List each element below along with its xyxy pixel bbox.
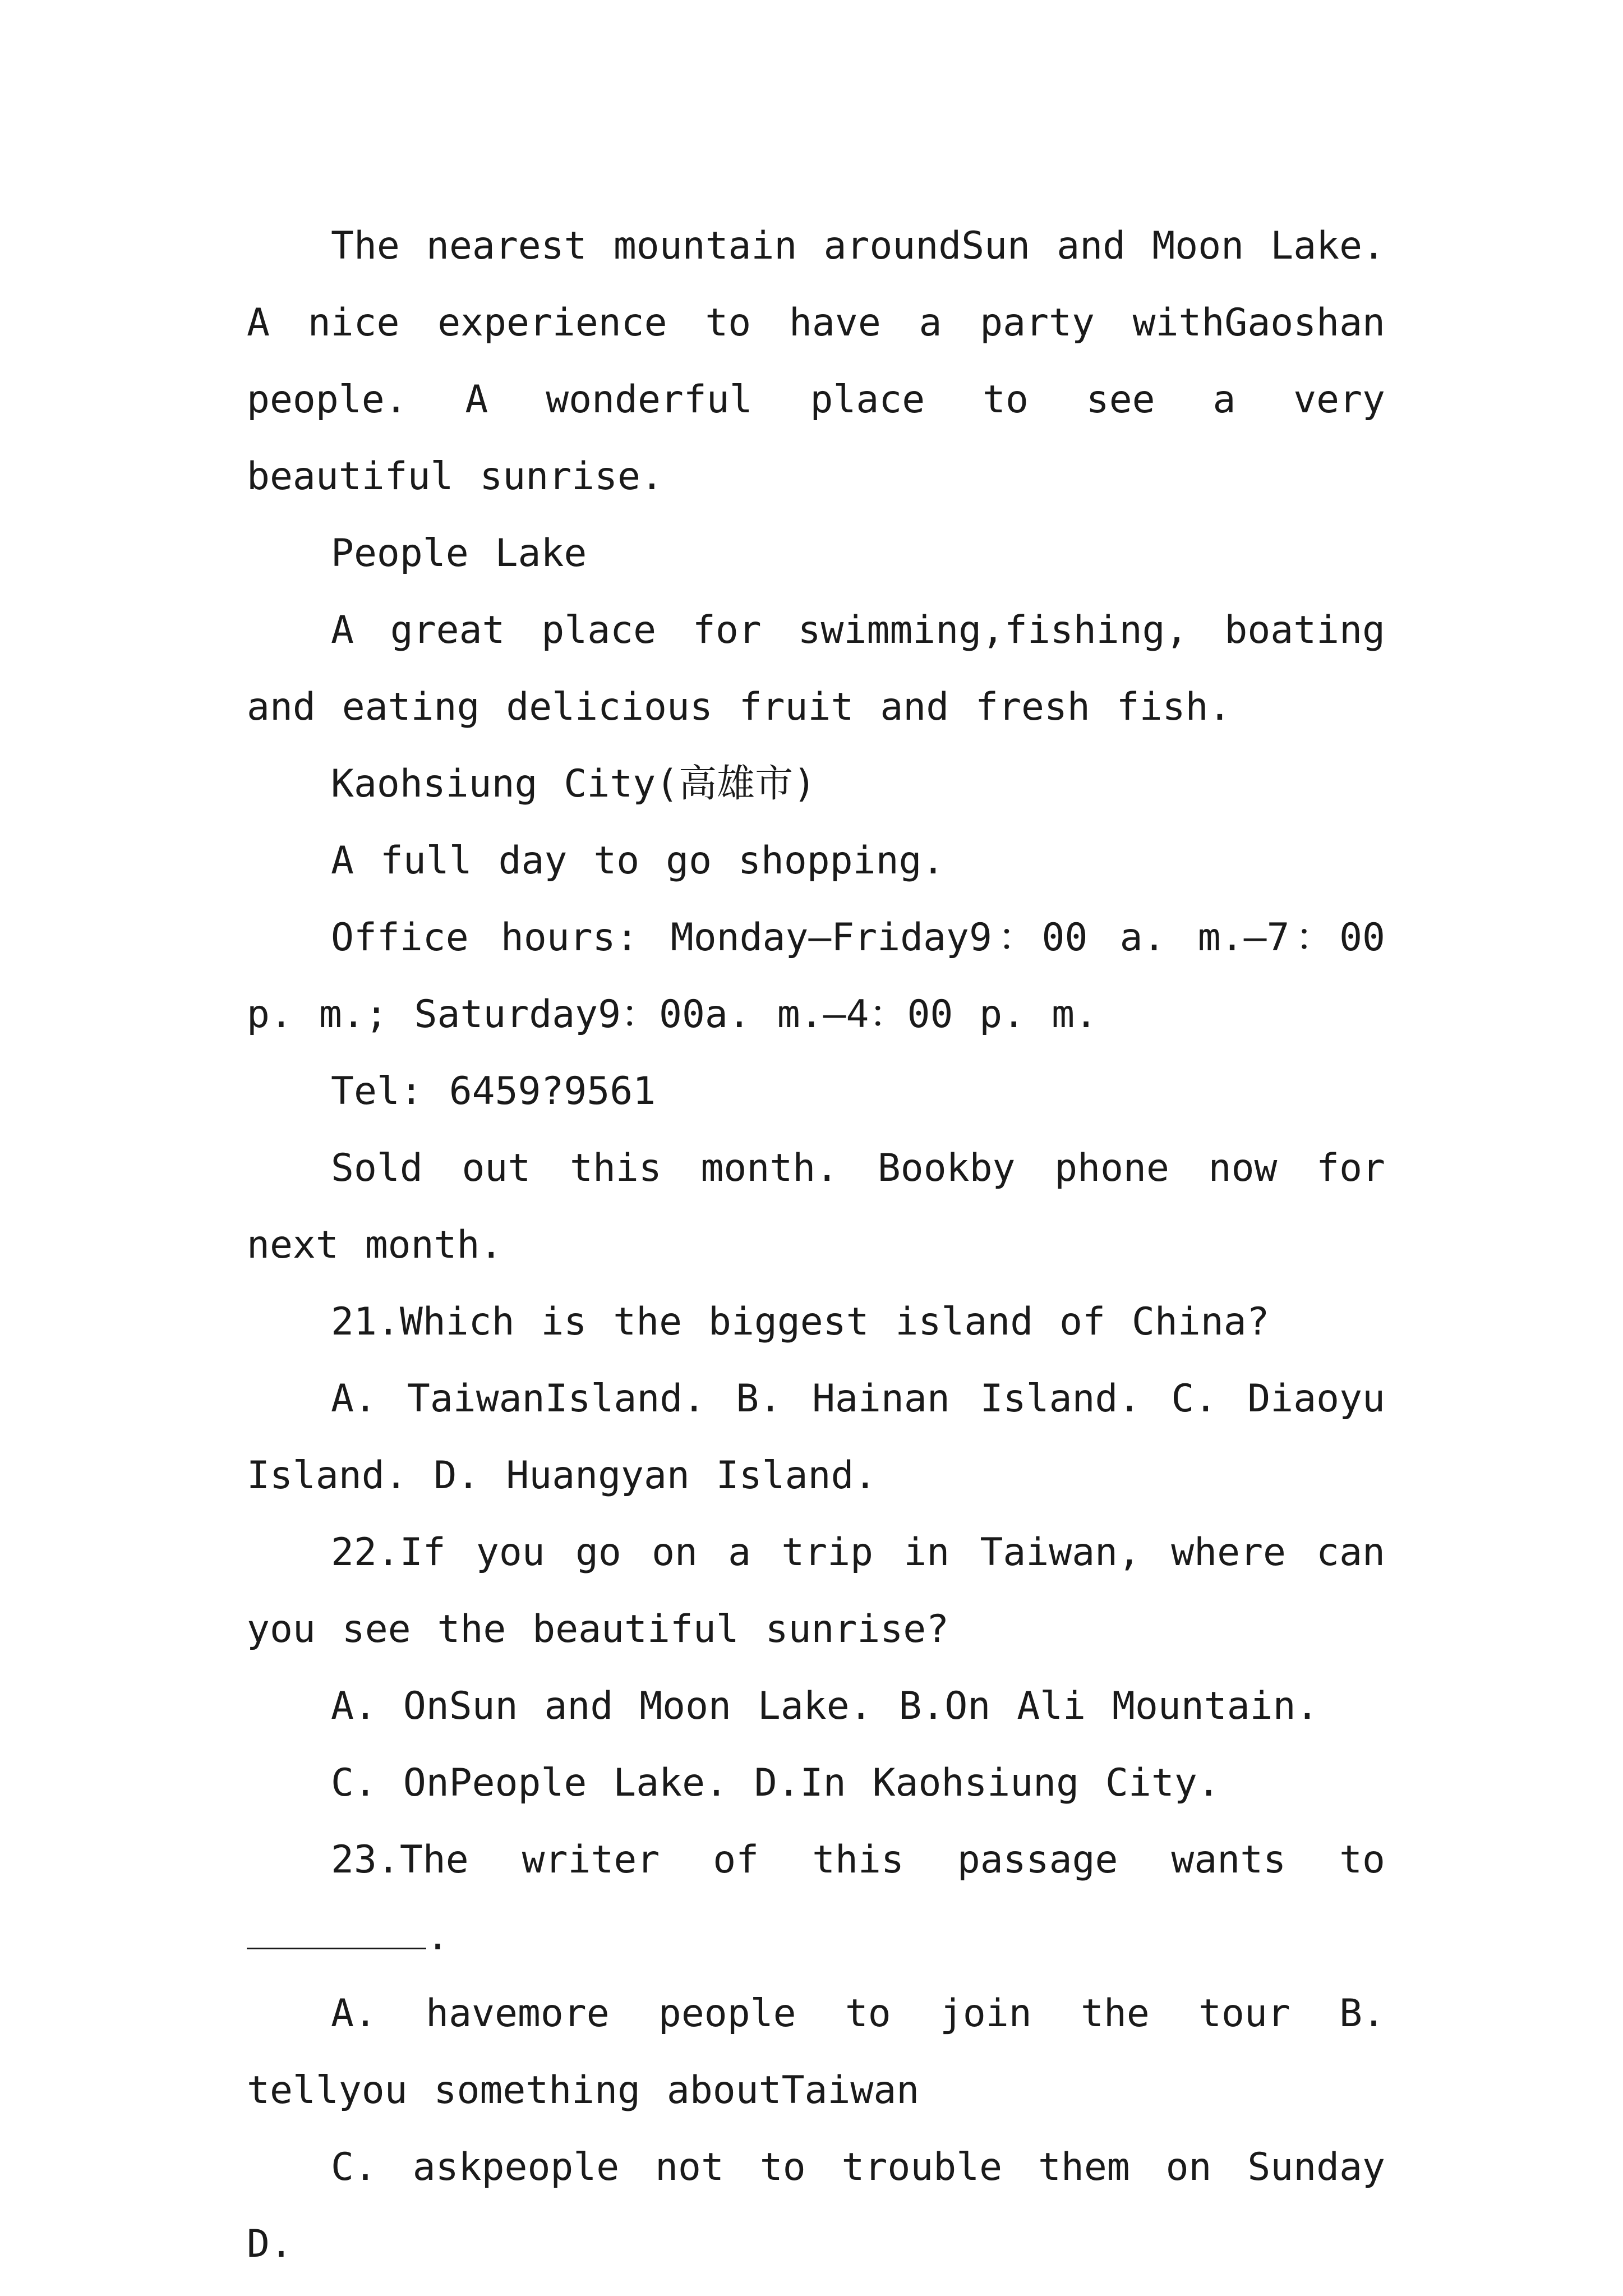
options-22-ab: A. OnSun and Moon Lake. B.On Ali Mountain. [331, 1684, 1319, 1728]
options-22-cd: C. OnPeople Lake. D.In Kaohsiung City. [331, 1761, 1220, 1805]
heading-kaohsiung: Kaohsiung City(高雄市) [331, 762, 817, 806]
question-23-end: . [426, 1915, 449, 1959]
paragraph-sold-out: Sold out this month. Bookby phone now for next month. [247, 1146, 1385, 1267]
heading-people-lake: People Lake [331, 531, 587, 576]
options-23-ab: A. havemore people to join the tour B. tellyou something aboutTaiwan [247, 1991, 1385, 2113]
paragraph-mountain: The nearest mountain aroundSun and Moon Lake. A nice experience to have a party withGaoshan people. A wonderful place to see a very beautiful sunrise. [247, 224, 1385, 499]
answer-blank [247, 1914, 426, 1949]
options-21: A. TaiwanIsland. B. Hainan Island. C. Diaoyu Island. D. Huangyan Island. [247, 1377, 1385, 1498]
question-23 [247, 1821, 1385, 1975]
paragraph-shopping: A full day to go shopping. [331, 839, 945, 883]
question-22: 22.If you go on a trip in Taiwan, where can you see the beautiful sunrise? [247, 1530, 1385, 1651]
options-23-cd: C. askpeople not to trouble them on Sunday D. [247, 2145, 1385, 2266]
paragraph-office-hours: Office hours: Monday—Friday9：00 a. m.—7：00 p. m.; Saturday9：00a. m.—4：00 p. m. [247, 915, 1385, 1037]
paragraph-people-lake: A great place for swimming,fishing, boating and eating delicious fruit and fresh fish. [247, 608, 1385, 729]
document-body [247, 208, 1385, 2283]
paragraph-tel: Tel: 6459?9561 [331, 1069, 656, 1114]
question-21: 21.Which is the biggest island of China? [331, 1300, 1270, 1344]
question-23-stem: 23.The writer of this passage wants to [331, 1838, 1385, 1882]
